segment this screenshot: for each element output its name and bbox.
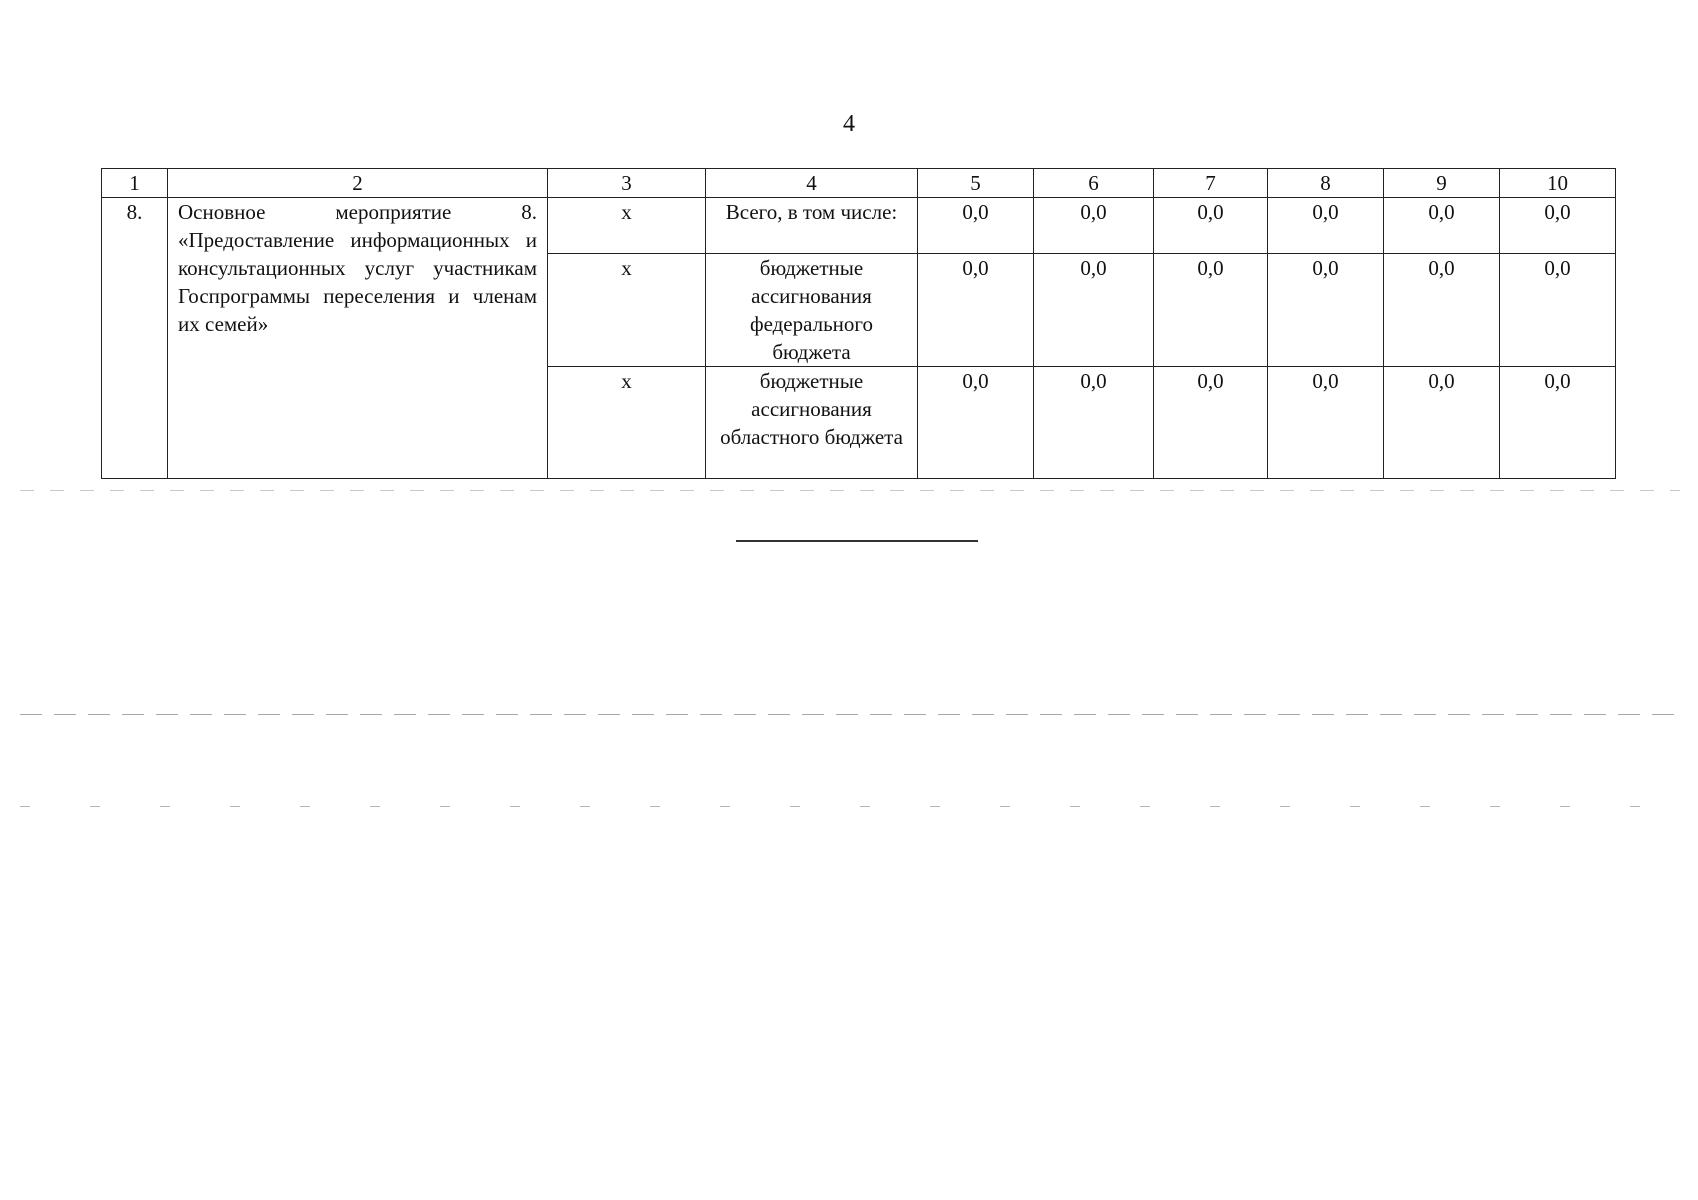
value-cell: 0,0 xyxy=(1034,198,1154,254)
value-cell: 0,0 xyxy=(1154,254,1268,367)
table-row xyxy=(102,198,1616,254)
value-cell: 0,0 xyxy=(1034,367,1154,479)
col3-cell: х xyxy=(548,367,706,479)
budget-table xyxy=(101,168,1616,479)
funding-source-cell: бюджетные ассигнования федерального бюджета xyxy=(706,254,918,367)
value-cell: 0,0 xyxy=(1500,367,1616,479)
col3-cell: х xyxy=(548,198,706,254)
funding-source-cell: бюджетные ассигнования областного бюджета xyxy=(706,367,918,479)
activity-description: Основное мероприятие 8. «Предоставление информационных и консультационных услуг участникам Госпрограммы переселения и членам их семей» xyxy=(168,198,548,479)
value-cell: 0,0 xyxy=(1500,198,1616,254)
value-cell: 0,0 xyxy=(1034,254,1154,367)
header-cell: 7 xyxy=(1154,169,1268,198)
header-row xyxy=(102,169,1616,198)
value-cell: 0,0 xyxy=(1268,254,1384,367)
header-cell: 9 xyxy=(1384,169,1500,198)
header-cell: 3 xyxy=(548,169,706,198)
value-cell: 0,0 xyxy=(1154,367,1268,479)
value-cell: 0,0 xyxy=(1268,367,1384,479)
funding-source-cell: Всего, в том числе: xyxy=(706,198,918,254)
header-cell: 4 xyxy=(706,169,918,198)
header-cell: 2 xyxy=(168,169,548,198)
value-cell: 0,0 xyxy=(918,367,1034,479)
col3-cell: х xyxy=(548,254,706,367)
header-cell: 5 xyxy=(918,169,1034,198)
scan-artifact-line xyxy=(20,490,1680,491)
scan-artifact-line xyxy=(20,714,1680,715)
header-cell: 6 xyxy=(1034,169,1154,198)
header-cell: 1 xyxy=(102,169,168,198)
value-cell: 0,0 xyxy=(1154,198,1268,254)
header-cell: 8 xyxy=(1268,169,1384,198)
value-cell: 0,0 xyxy=(918,254,1034,367)
value-cell: 0,0 xyxy=(1384,254,1500,367)
value-cell: 0,0 xyxy=(1268,198,1384,254)
scan-artifact-line xyxy=(20,806,1680,807)
row-number-cell: 8. xyxy=(102,198,168,479)
page-number: 4 xyxy=(843,111,855,137)
value-cell: 0,0 xyxy=(1500,254,1616,367)
value-cell: 0,0 xyxy=(918,198,1034,254)
header-cell: 10 xyxy=(1500,169,1616,198)
end-divider xyxy=(736,540,978,542)
value-cell: 0,0 xyxy=(1384,367,1500,479)
value-cell: 0,0 xyxy=(1384,198,1500,254)
